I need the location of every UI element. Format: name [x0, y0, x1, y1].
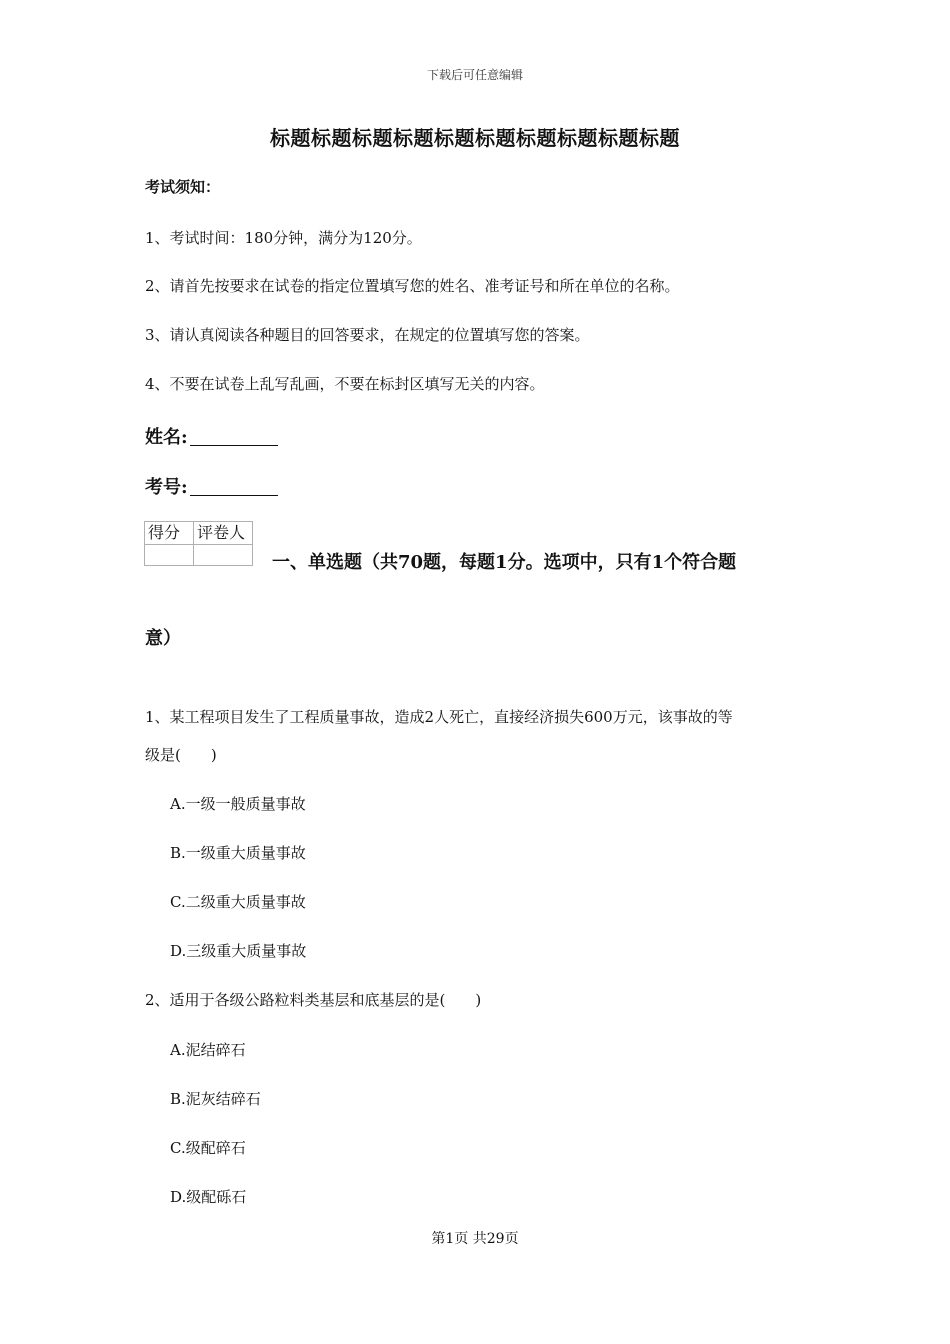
document-title: 标题标题标题标题标题标题标题标题标题标题 [270, 126, 680, 150]
question-2-option-c: C.级配碎石 [170, 1139, 246, 1157]
notice-rule-2: 2、请首先按要求在试卷的指定位置填写您的姓名、准考证号和所在单位的名称。 [145, 277, 680, 295]
header-note: 下载后可任意编辑 [426, 68, 523, 82]
page-footer: 第1页 共29页 [431, 1231, 519, 1247]
section-title-continued: 意） [145, 628, 181, 649]
name-label: 姓名: [145, 427, 188, 448]
name-field [145, 423, 278, 449]
notice-rule-3: 3、请认真阅读各种题目的回答要求，在规定的位置填写您的答案。 [145, 326, 590, 344]
name-blank-line[interactable] [190, 444, 278, 446]
grader-cell[interactable] [194, 545, 253, 566]
question-2-option-d: D.级配砾石 [170, 1188, 247, 1206]
notice-rule-1: 1、考试时间：180分钟，满分为120分。 [145, 229, 422, 247]
question-2-option-a: A.泥结碎石 [170, 1041, 246, 1059]
section-title: 一、单选题（共70题，每题1分。选项中，只有1个符合题 [272, 552, 737, 573]
score-header: 得分 [145, 522, 194, 545]
score-cell[interactable] [145, 545, 194, 566]
question-1-option-a: A.一级一般质量事故 [170, 795, 306, 813]
exam-id-label: 考号: [145, 477, 188, 498]
grader-header: 评卷人 [194, 522, 253, 545]
question-2-option-b: B.泥灰结碎石 [170, 1090, 261, 1108]
question-2-text: 2、适用于各级公路粒料类基层和底基层的是( ) [145, 991, 482, 1009]
question-1-text-cont: 级是( ) [145, 746, 217, 764]
exam-id-blank-line[interactable] [190, 494, 278, 496]
notice-heading: 考试须知： [145, 178, 221, 196]
question-1-option-b: B.一级重大质量事故 [170, 844, 306, 862]
score-table [144, 521, 253, 566]
notice-rule-4: 4、不要在试卷上乱写乱画，不要在标封区填写无关的内容。 [145, 375, 545, 393]
question-1-option-d: D.三级重大质量事故 [170, 942, 307, 960]
exam-id-field [145, 473, 278, 499]
question-1-text: 1、某工程项目发生了工程质量事故，造成2人死亡，直接经济损失600万元，该事故的等 [145, 708, 733, 726]
question-1-option-c: C.二级重大质量事故 [170, 893, 306, 911]
